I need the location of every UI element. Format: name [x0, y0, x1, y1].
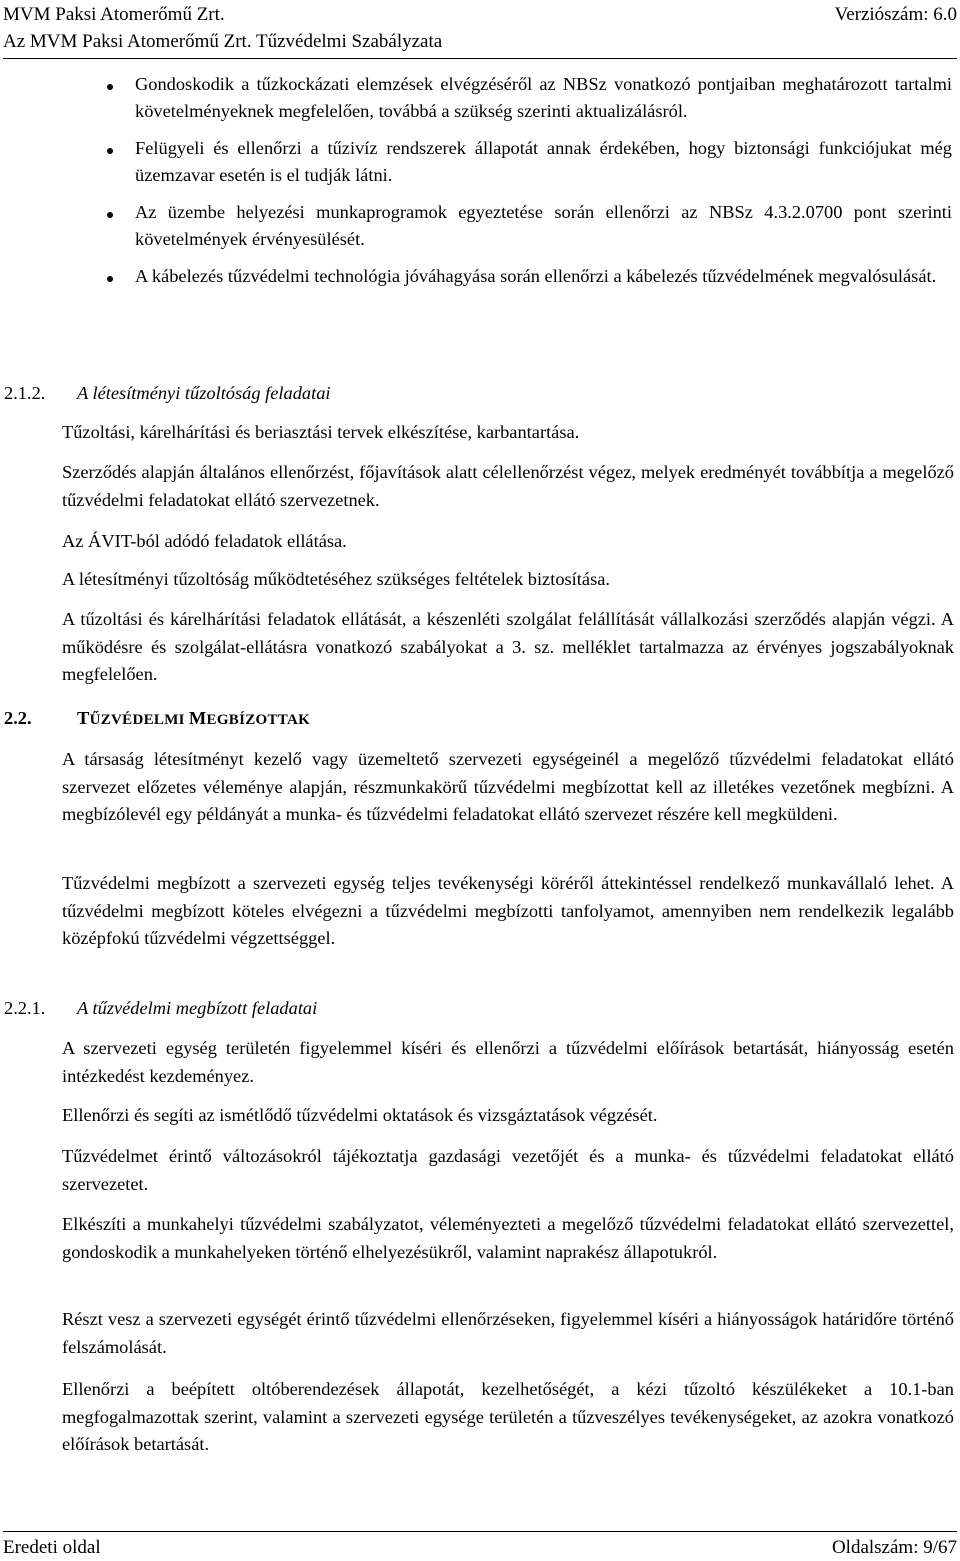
section-title: A létesítményi tűzoltóság feladatai [77, 383, 331, 403]
paragraph: A szervezeti egység területén figyelemmel kíséri és ellenőrzi a tűzvédelmi előírások betartását, hiányosság esetén intézkedést kezdeményez. [62, 1038, 954, 1086]
paragraph: Ellenőrzi a beépített oltóberendezések állapotát, kezelhetőségét, a kézi tűzoltó készülékeket a 10.1-ban megfogalmazottak szerint, valamint a szervezeti egysége területén a tűzveszélyes tevékenységeket, az azokra vonatkozó előírások betartását. [62, 1379, 954, 1454]
list-item [0, 199, 960, 253]
page-header [3, 0, 957, 59]
section-title-initial: M [188, 708, 207, 728]
bullet-text: A kábelezés tűzvédelmi technológia jóváhagyása során ellenőrzi a kábelezés tűzvédelmének megvalósulását. [135, 266, 937, 286]
section-heading-2-2-1 [4, 995, 904, 1022]
section-number: 2.2.1. [4, 998, 46, 1018]
list-item [0, 263, 960, 290]
bullet-list [0, 71, 960, 300]
bullet-icon [107, 276, 113, 282]
section-heading-2-1-2 [4, 380, 904, 407]
section-title [77, 705, 310, 734]
header-version: Verziószám: 6.0 [834, 4, 957, 25]
list-item [0, 71, 960, 125]
page-number: Oldalszám: 9/67 [831, 1537, 957, 1558]
header-line-1 [3, 2, 957, 28]
paragraph: A társaság létesítményt kezelő vagy üzemeltető szervezeti egységeinél a megelőző tűzvédelmi feladatokat ellátó szervezet előzetes véleménye alapján, részmunkakörű tűzvédelmi megbízottat kell az illetékes vezetőnek megbízni. A megbízólevél egy példányát a munka- és tűzvédelmi feladatokat ellátó szervezet részére kell megküldeni. [62, 749, 954, 824]
bullet-text: Felügyeli és ellenőrzi a tűzivíz rendszerek állapotát annak érdekében, hogy biztonsági funkciójukat még üzemzavar esetén is el tudják látni. [135, 138, 952, 185]
section-title: A tűzvédelmi megbízott feladatai [77, 998, 318, 1018]
page-footer [3, 1531, 957, 1560]
paragraph: Szerződés alapján általános ellenőrzést, főjavítások alatt célellenőrzést végez, melyek eredményét továbbítja a megelőző tűzvédelmi feladatokat ellátó szervezetnek. [62, 462, 954, 510]
bullet-icon [107, 148, 113, 154]
bullet-icon [107, 212, 113, 218]
paragraph: Ellenőrzi és segíti az ismétlődő tűzvédelmi oktatások és vizsgáztatások végzését. [62, 1105, 658, 1125]
section-number: 2.1.2. [4, 383, 46, 403]
bullet-text: Az üzembe helyezési munkaprogramok egyeztetése során ellenőrzi az NBSz 4.3.2.0700 pont szerinti követelmények érvényesülését. [135, 202, 952, 249]
paragraph: Részt vesz a szervezeti egységét érintő tűzvédelmi ellenőrzéseken, figyelemmel kíséri a hiányosságok határidőre történő felszámolását. [62, 1309, 954, 1357]
header-company: MVM Paksi Atomerőmű Zrt. [3, 4, 225, 25]
header-document-title: Az MVM Paksi Atomerőmű Zrt. Tűzvédelmi Szabályzata [3, 31, 443, 52]
paragraph: A tűzoltási és kárelhárítási feladatok ellátását, a készenléti szolgálat felállítását vállalkozási szerződés alapján végzi. A működésre és szolgálat-ellátásra vonatkozó szabályokat a 3. sz. melléklet tartalmazza az érvényes jogszabályoknak megfelelően. [62, 609, 954, 684]
paragraph: Tűzvédelmet érintő változásokról tájékoztatja gazdasági vezetőjét és a munka- és tűzvédelmi feladatokat ellátó szervezetet. [62, 1146, 954, 1194]
header-line-2 [3, 29, 957, 55]
paragraph: Az ÁVIT-ból adódó feladatok ellátása. [62, 531, 347, 551]
paragraph: Tűzoltási, kárelhárítási és beriasztási tervek elkészítése, karbantartása. [62, 422, 580, 442]
section-title-initial: T [77, 708, 90, 728]
section-heading-2-2 [4, 705, 904, 732]
bullet-icon [107, 84, 113, 90]
paragraph: A létesítményi tűzoltóság működtetéséhez szükséges feltételek biztosítása. [62, 569, 610, 589]
bullet-text: Gondoskodik a tűzkockázati elemzések elvégzéséről az NBSz vonatkozó pontjaiban meghatározott tartalmi követelményeknek megfelelően, továbbá a szükség szerinti aktualizálásról. [135, 74, 952, 121]
section-title-part: EGBÍZOTTAK [206, 712, 311, 728]
section-title-part: ŰZVÉDELMI [89, 712, 189, 728]
paragraph: Elkészíti a munkahelyi tűzvédelmi szabályzatot, véleményezteti a megelőző tűzvédelmi feladatokat ellátó szervezettel, gondoskodik a munkahelyeken történő elhelyezésükről, valamint naprakész állapotukról. [62, 1214, 954, 1262]
list-item [0, 135, 960, 189]
paragraph: Tűzvédelmi megbízott a szervezeti egység teljes tevékenységi köréről áttekintéssel rendelkező munkavállaló lehet. A tűzvédelmi megbízott köteles elvégezni a tűzvédelmi megbízotti tanfolyamot, amennyiben nem rendelkezik legalább középfokú tűzvédelmi végzettséggel. [62, 873, 954, 948]
footer-label: Eredeti oldal [3, 1537, 101, 1558]
section-number: 2.2. [4, 708, 32, 728]
